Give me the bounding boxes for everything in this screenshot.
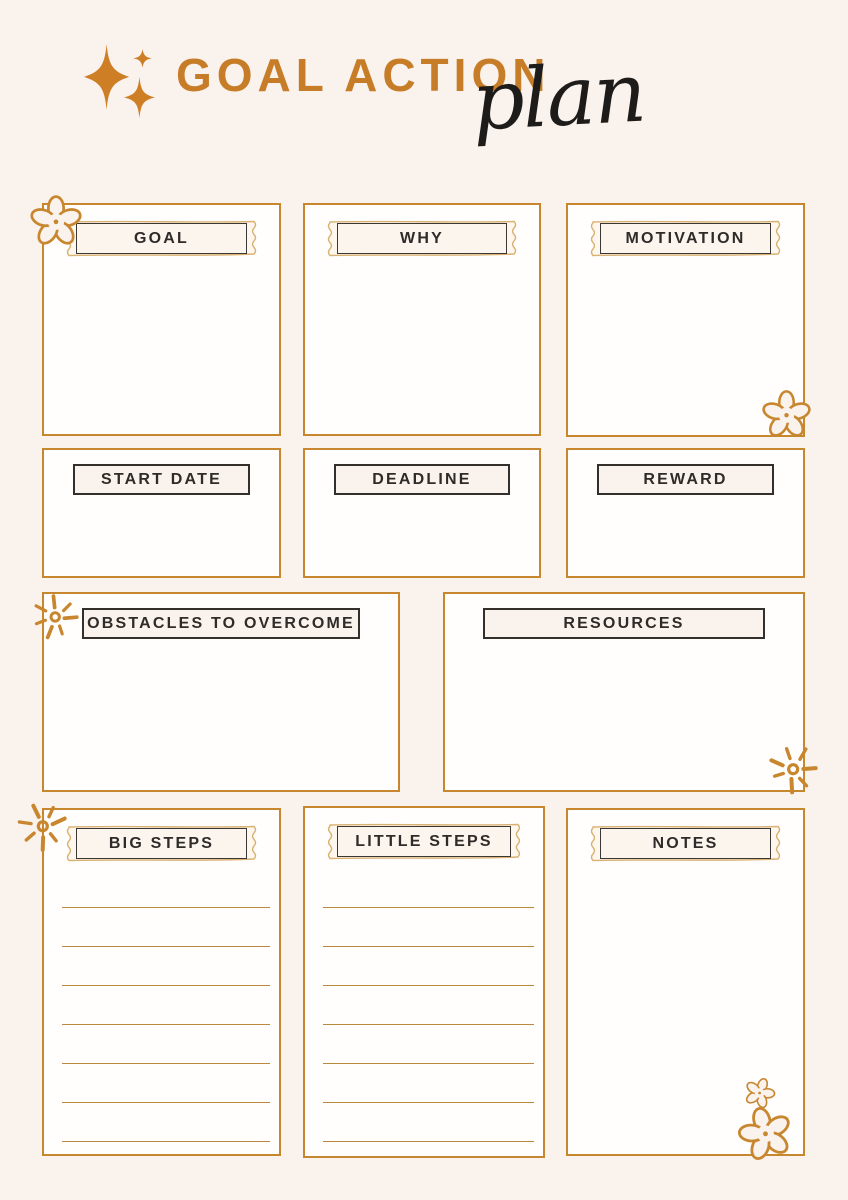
ruled-line xyxy=(62,1024,270,1063)
ruled-line xyxy=(62,985,270,1024)
ruled-line xyxy=(323,907,534,946)
big-steps-ruled-lines xyxy=(62,907,270,1180)
section-resources xyxy=(443,592,805,792)
section-little-steps xyxy=(303,806,545,1158)
little-steps-ruled-lines xyxy=(323,907,534,1180)
reward-label-box xyxy=(597,464,774,495)
ruled-line xyxy=(62,907,270,946)
obstacles-label: OBSTACLES TO OVERCOME xyxy=(87,614,355,632)
section-big-steps xyxy=(42,808,281,1156)
why-label-tape xyxy=(323,218,521,259)
section-motivation xyxy=(566,203,805,437)
goal-label: GOAL xyxy=(133,229,190,247)
big-steps-label-tape xyxy=(62,823,261,864)
section-reward xyxy=(566,448,805,578)
section-goal xyxy=(42,203,281,436)
page-title: GOAL ACTION xyxy=(176,49,551,101)
section-notes xyxy=(566,808,805,1156)
start-date-label-box xyxy=(73,464,250,495)
ruled-line xyxy=(62,946,270,985)
sparkles-icon xyxy=(84,44,160,120)
ruled-line xyxy=(323,985,534,1024)
resources-label-box xyxy=(483,608,765,639)
notes-label: NOTES xyxy=(652,834,719,852)
deadline-label-box xyxy=(334,464,510,495)
start-date-label: START DATE xyxy=(101,470,222,488)
ruled-line xyxy=(62,1141,270,1180)
little-steps-label: LITTLE STEPS xyxy=(355,832,493,850)
why-label: WHY xyxy=(400,229,444,247)
obstacles-label-box xyxy=(82,608,360,639)
section-start-date xyxy=(42,448,281,578)
resources-label: RESOURCES xyxy=(563,614,685,632)
section-deadline xyxy=(303,448,541,578)
ruled-line xyxy=(323,946,534,985)
ruled-line xyxy=(62,1102,270,1141)
ruled-line xyxy=(323,1141,534,1180)
ruled-line xyxy=(62,1063,270,1102)
little-steps-label-tape xyxy=(323,821,525,862)
motivation-label-tape xyxy=(586,218,785,259)
page-subtitle: plan xyxy=(469,45,647,150)
section-obstacles xyxy=(42,592,400,792)
notes-label-tape xyxy=(586,823,785,864)
reward-label: REWARD xyxy=(643,470,728,488)
motivation-label: MOTIVATION xyxy=(625,229,746,247)
ruled-line xyxy=(323,1063,534,1102)
section-why xyxy=(303,203,541,436)
deadline-label: DEADLINE xyxy=(372,470,472,488)
big-steps-label: BIG STEPS xyxy=(108,834,215,852)
ruled-line xyxy=(323,1102,534,1141)
ruled-line xyxy=(323,1024,534,1063)
goal-label-tape xyxy=(62,218,261,259)
